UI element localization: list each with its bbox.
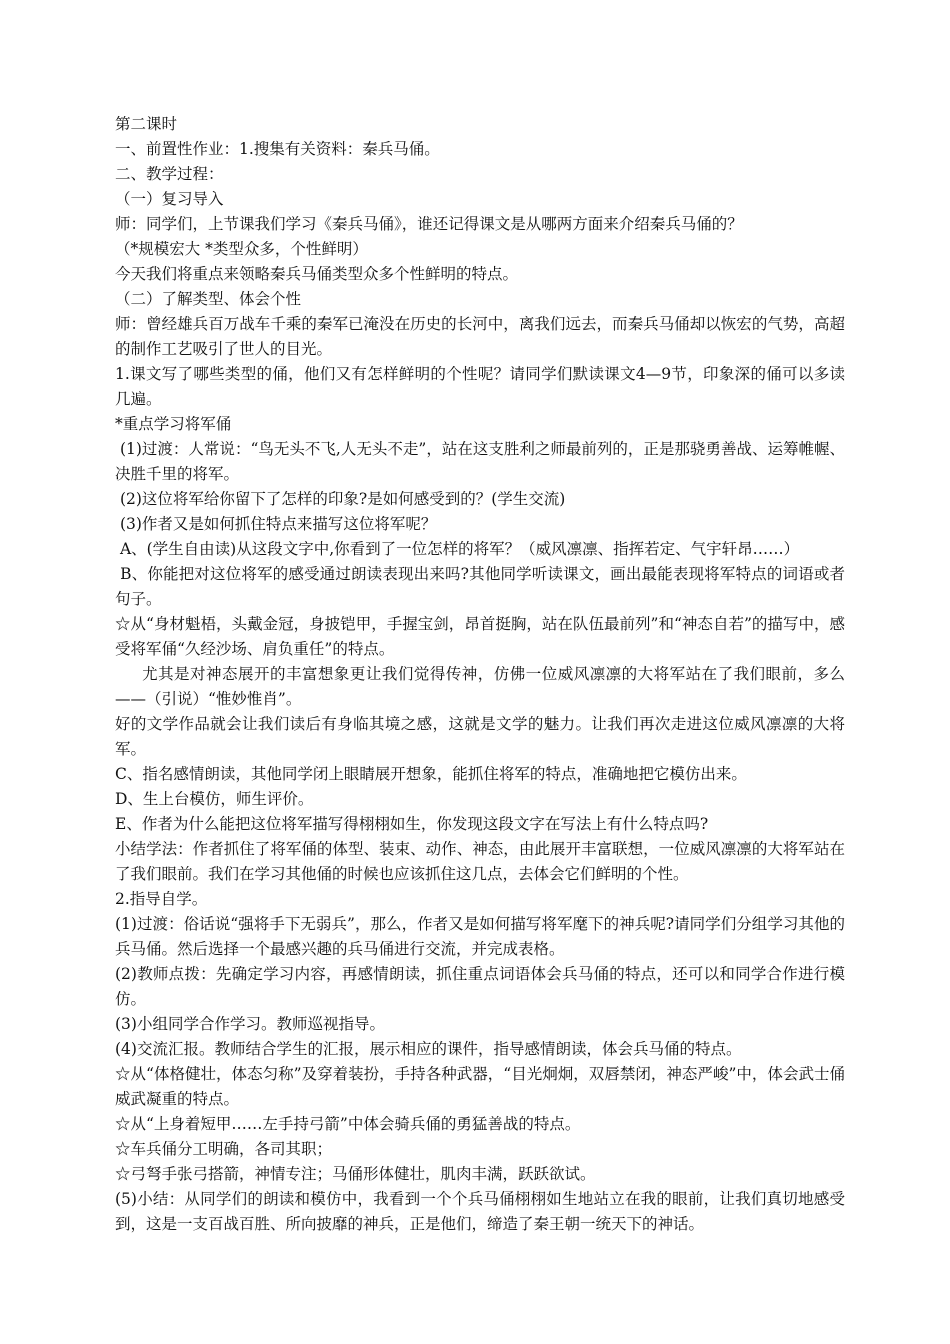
paragraph: (1)过渡：人常说：“鸟无头不飞,人无头不走”，站在这支胜利之师最前列的，正是那骁勇善战、运筹帷幄、决胜千里的将军。 [115, 440, 845, 483]
paragraph: 尤其是对神态展开的丰富想象更让我们觉得传神，仿佛一位威风凛凛的大将军站在了我们眼前，多么——（引说）“惟妙惟肖”。 [115, 665, 845, 708]
paragraph: *重点学习将军俑 [115, 415, 232, 433]
paragraph: A、(学生自由读)从这段文字中,你看到了一位怎样的将军？（威风凛凛、指挥若定、气宇轩昂……） [115, 540, 800, 558]
paragraph: ☆从“体格健壮，体态匀称”及穿着装扮，手持各种武器，“目光炯炯，双唇禁闭，神态严峻”中，体会武士俑威武凝重的特点。 [115, 1065, 845, 1108]
paragraph: 一、前置性作业：1.搜集有关资料：秦兵马俑。 [115, 140, 440, 158]
paragraph: 第二课时 [115, 115, 178, 133]
paragraph: B、你能把对这位将军的感受通过朗读表现出来吗?其他同学听读课文，画出最能表现将军特点的词语或者句子。 [115, 565, 845, 608]
paragraph: 小结学法：作者抓住了将军俑的体型、装束、动作、神态，由此展开丰富联想，一位威风凛凛的大将军站在了我们眼前。我们在学习其他俑的时候也应该抓住这几点，去体会它们鲜明的个性。 [115, 840, 845, 883]
paragraph: (2)这位将军给你留下了怎样的印象?是如何感受到的？(学生交流) [115, 490, 566, 508]
paragraph: 2.指导自学。 [115, 890, 208, 908]
paragraph: 好的文学作品就会让我们读后有身临其境之感，这就是文学的魅力。让我们再次走进这位威风凛凛的大将军。 [115, 715, 845, 758]
paragraph: 今天我们将重点来领略秦兵马俑类型众多个性鲜明的特点。 [115, 265, 519, 283]
paragraph: （一）复习导入 [115, 190, 224, 208]
paragraph: E、作者为什么能把这位将军描写得栩栩如生，你发现这段文字在写法上有什么特点吗? [115, 815, 709, 833]
paragraph: C、指名感情朗读，其他同学闭上眼睛展开想象，能抓住将军的特点，准确地把它模仿出来。 [115, 765, 747, 783]
paragraph: (3)小组同学合作学习。教师巡视指导。 [115, 1015, 385, 1033]
paragraph: (1)过渡：俗话说“强将手下无弱兵”，那么，作者又是如何描写将军麾下的神兵呢?请同学们分组学习其他的兵马俑。然后选择一个最感兴趣的兵马俑进行交流，并完成表格。 [115, 915, 845, 958]
paragraph: 1.课文写了哪些类型的俑，他们又有怎样鲜明的个性呢？请同学们默读课文4—9节，印象深的俑可以多读几遍。 [115, 365, 845, 408]
document-page [115, 112, 845, 1237]
paragraph: 师：曾经雄兵百万战车千乘的秦军已淹没在历史的长河中，离我们远去，而秦兵马俑却以恢宏的气势，高超的制作工艺吸引了世人的目光。 [115, 315, 845, 358]
paragraph: 二、教学过程： [115, 165, 224, 183]
paragraph: 师：同学们，上节课我们学习《秦兵马俑》，谁还记得课文是从哪两方面来介绍秦兵马俑的？ [115, 215, 743, 233]
paragraph: （二）了解类型、体会个性 [115, 290, 302, 308]
paragraph: ☆从“上身着短甲……左手持弓箭”中体会骑兵俑的勇猛善战的特点。 [115, 1115, 581, 1133]
paragraph: （*规模宏大 *类型众多，个性鲜明） [115, 240, 368, 258]
paragraph: ☆从“身材魁梧，头戴金冠，身披铠甲，手握宝剑，昂首挺胸，站在队伍最前列”和“神态自若”的描写中，感受将军俑“久经沙场、肩负重任”的特点。 [115, 615, 845, 658]
paragraph: (5)小结：从同学们的朗读和模仿中，我看到一个个兵马俑栩栩如生地站立在我的眼前，让我们真切地感受到，这是一支百战百胜、所向披靡的神兵，正是他们，缔造了秦王朝一统天下的神话。 [115, 1190, 845, 1233]
paragraph: D、生上台模仿，师生评价。 [115, 790, 314, 808]
paragraph: (4)交流汇报。教师结合学生的汇报，展示相应的课件，指导感情朗读，体会兵马俑的特点。 [115, 1040, 742, 1058]
paragraph: (2)教师点拨：先确定学习内容，再感情朗读，抓住重点词语体会兵马俑的特点，还可以和同学合作进行模仿。 [115, 965, 845, 1008]
paragraph: ☆弓弩手张弓搭箭，神情专注；马俑形体健壮，肌肉丰满，跃跃欲试。 [115, 1165, 596, 1183]
paragraph: (3)作者又是如何抓住特点来描写这位将军呢？ [115, 515, 437, 533]
paragraph: ☆车兵俑分工明确，各司其职； [115, 1140, 333, 1158]
